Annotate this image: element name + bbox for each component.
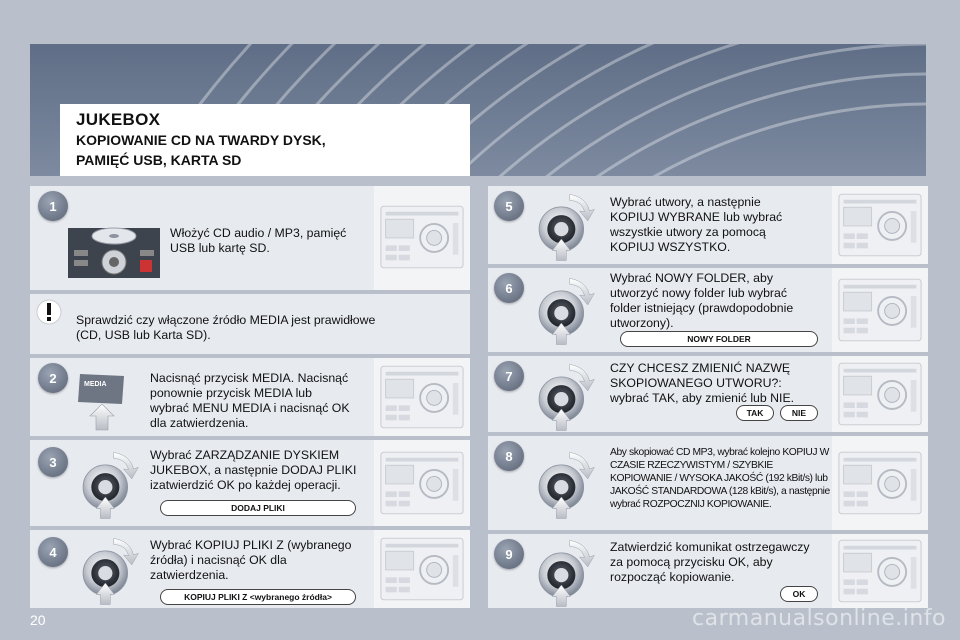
radio-illustration xyxy=(838,277,922,343)
radio-illustration xyxy=(838,192,922,258)
page-number: 20 xyxy=(30,612,46,628)
step-9-badge: 9 xyxy=(494,539,524,569)
radio-illustration xyxy=(380,450,464,516)
title-box xyxy=(60,104,470,176)
media-key-illustration xyxy=(74,368,130,432)
copy-files-from-button[interactable]: KOPIUJ PLIKI Z <wybranego źródła> xyxy=(160,589,356,605)
rotary-knob-icon xyxy=(530,186,596,264)
step-3-text: Wybrać ZARZĄDZANIE DYSKIEM JUKEBOX, a następnie DODAJ PLIKI izatwierdzić OK po każdej operacji. xyxy=(150,448,357,492)
step-3-badge: 3 xyxy=(38,447,68,477)
step-8-text: Aby skopiować CD MP3, wybrać kolejno KOPIUJ W CZASIE RZECZYWISTYM / SZYBKIE KOPIOWANIE / WYSOKA JAKOŚĆ (192 kBit/s) lub JAKOŚĆ STANDARDOWA (128 kBit/s), a następnie wybrać ROZPOCZNIJ KOPIOWANIE. xyxy=(610,447,830,510)
no-button[interactable]: NIE xyxy=(780,405,818,421)
radio-illustration xyxy=(380,364,464,430)
rotary-knob-icon xyxy=(530,532,596,610)
step-6-text: Wybrać NOWY FOLDER, aby utworzyć nowy folder lub wybrać folder istniejący (prawdopodobnie utworzony). xyxy=(610,271,794,330)
rotary-knob-icon xyxy=(530,444,596,522)
add-files-button[interactable]: DODAJ PLIKI xyxy=(160,500,356,516)
warning-text: Sprawdzić czy włączone źródło MEDIA jest prawidłowe (CD, USB lub Karta SD). xyxy=(76,313,376,342)
step-7-badge: 7 xyxy=(494,361,524,391)
page-subtitle-line2: PAMIĘĆ USB, KARTA SD xyxy=(76,152,242,168)
yes-button[interactable]: TAK xyxy=(736,405,774,421)
step-4-text: Wybrać KOPIUJ PLIKI Z (wybranego źródła) i nacisnąć OK dla zatwierdzenia. xyxy=(150,538,352,582)
watermark: carmanualsonline.info xyxy=(692,606,946,631)
step-5-badge: 5 xyxy=(494,191,524,221)
step-2-text: Nacisnąć przycisk MEDIA. Nacisnąć ponownie przycisk MEDIA lub wybrać MENU MEDIA i nacisnąć OK dla zatwierdzenia. xyxy=(150,371,350,430)
page-subtitle-line1: KOPIOWANIE CD NA TWARDY DYSK, xyxy=(76,132,326,148)
radio-illustration xyxy=(380,536,464,602)
step-7-text: CZY CHCESZ ZMIENIĆ NAZWĘ SKOPIOWANEGO UTWORU?: wybrać TAK, aby zmienić lub NIE. xyxy=(610,361,795,405)
page-title: JUKEBOX xyxy=(76,110,161,129)
warning-icon xyxy=(36,299,62,325)
rotary-knob-icon xyxy=(74,444,140,522)
media-key-label: MEDIA xyxy=(84,381,107,388)
ok-button[interactable]: OK xyxy=(780,586,818,602)
radio-illustration xyxy=(838,361,922,427)
step-2-badge: 2 xyxy=(38,363,68,393)
step-1-badge: 1 xyxy=(38,191,68,221)
step-8-badge: 8 xyxy=(494,441,524,471)
step-1-text: Włożyć CD audio / MP3, pamięć USB lub kartę SD. xyxy=(170,226,347,255)
step-9-text: Zatwierdzić komunikat ostrzegawczy za pomocą przycisku OK, aby rozpocząć kopiowanie. xyxy=(610,540,810,584)
step-5-text: Wybrać utwory, a następnie KOPIUJ WYBRANE lub wybrać wszystkie utwory za pomocą KOPIUJ WSZYSTKO. xyxy=(610,195,783,254)
radio-illustration xyxy=(838,538,922,604)
step-6-badge: 6 xyxy=(494,273,524,303)
rotary-knob-icon xyxy=(74,530,140,608)
cd-insert-illustration xyxy=(68,224,160,280)
rotary-knob-icon xyxy=(530,356,596,434)
step-4-badge: 4 xyxy=(38,537,68,567)
radio-illustration xyxy=(380,204,464,270)
radio-illustration xyxy=(838,450,922,516)
new-folder-button[interactable]: NOWY FOLDER xyxy=(620,331,818,347)
rotary-knob-icon xyxy=(530,270,596,348)
